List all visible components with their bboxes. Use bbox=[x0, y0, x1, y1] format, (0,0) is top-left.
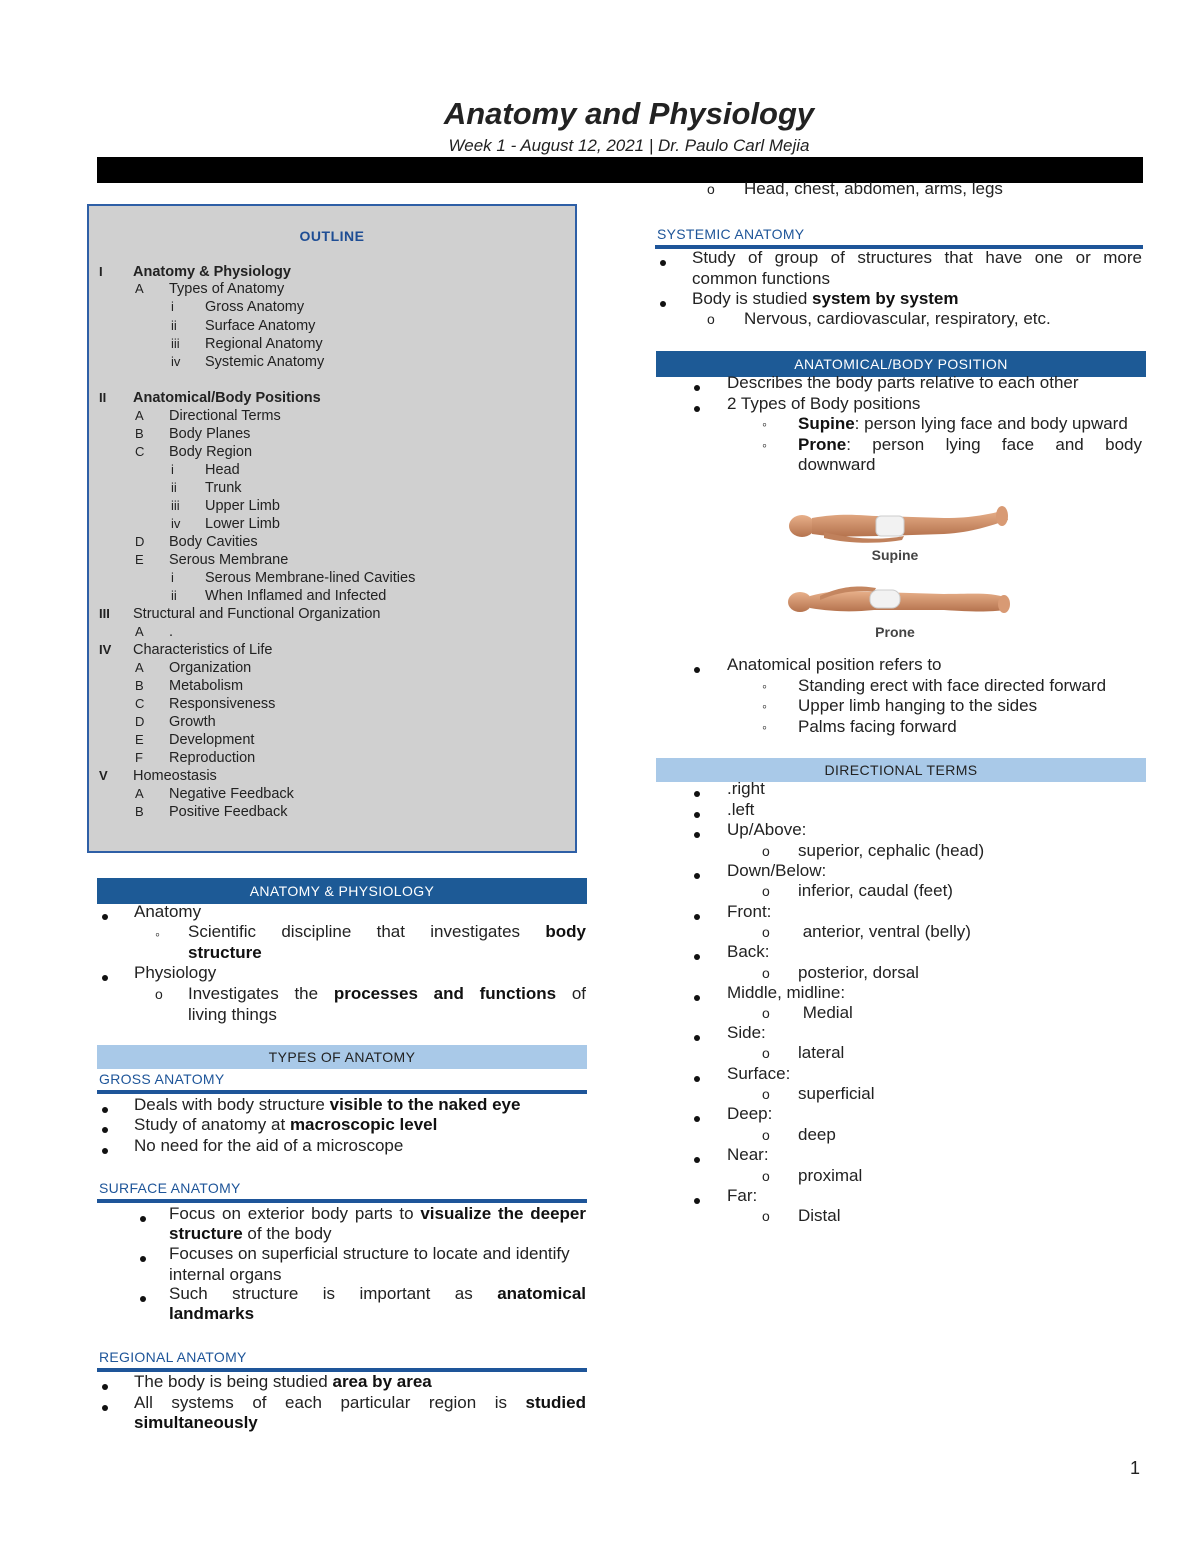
circle-bullet-icon: o bbox=[762, 1127, 770, 1143]
directional-term-meaning: lateral bbox=[798, 1043, 845, 1062]
circle-bullet-icon: ◦ bbox=[762, 719, 767, 735]
regional-point-1: The body is being studied area by area bbox=[134, 1372, 432, 1391]
outline-item-number: C bbox=[135, 444, 145, 459]
bullet-icon bbox=[102, 1127, 108, 1133]
bullet-icon bbox=[102, 1384, 108, 1390]
document-title: Anatomy and Physiology bbox=[443, 96, 815, 131]
systemic-point-1-cont: common functions bbox=[692, 269, 830, 288]
directional-term: Deep: bbox=[727, 1104, 773, 1123]
circle-bullet-icon: ◦ bbox=[155, 926, 160, 942]
outline-item-number: B bbox=[135, 678, 144, 693]
directional-term: Far: bbox=[727, 1186, 758, 1205]
outline-item-number: iii bbox=[171, 498, 180, 513]
outline-item-number: E bbox=[135, 732, 144, 747]
outline-item bbox=[89, 318, 575, 336]
anatomical-position-1: Standing erect with face directed forward bbox=[798, 676, 1107, 695]
directional-term: Up/Above: bbox=[727, 820, 807, 839]
outline-item-number: A bbox=[135, 660, 144, 675]
outline-item bbox=[89, 444, 575, 462]
subheading-rule bbox=[97, 1199, 587, 1203]
circle-bullet-icon: o bbox=[762, 1045, 770, 1061]
subheading-regional-anatomy: REGIONAL ANATOMY bbox=[99, 1349, 247, 1365]
outline-item bbox=[89, 390, 575, 408]
surface-point-2: Focuses on superficial structure to locate and identify bbox=[169, 1244, 570, 1263]
circle-bullet-icon: o bbox=[707, 181, 715, 197]
anatomy-definition: Scientific discipline that investigates body bbox=[188, 922, 586, 941]
outline-item bbox=[89, 462, 575, 480]
outline-item bbox=[89, 660, 575, 678]
outline-item-text: Reproduction bbox=[169, 750, 256, 766]
outline-item-number: A bbox=[135, 408, 144, 423]
outline-item-number: D bbox=[135, 714, 145, 729]
gross-point-2: Study of anatomy at macroscopic level bbox=[134, 1115, 438, 1134]
outline-item bbox=[89, 642, 575, 660]
circle-bullet-icon: ◦ bbox=[762, 678, 767, 694]
directional-term: .left bbox=[727, 800, 755, 819]
circle-bullet-icon: o bbox=[762, 843, 770, 859]
outline-item-number: I bbox=[99, 264, 103, 279]
directional-term-meaning: Medial bbox=[798, 1003, 853, 1022]
bullet-icon bbox=[102, 975, 108, 981]
systemic-point-2: Body is studied system by system bbox=[692, 289, 959, 308]
outline-heading: OUTLINE bbox=[299, 228, 365, 244]
outline-item bbox=[89, 516, 575, 534]
outline-item-text: Characteristics of Life bbox=[133, 642, 273, 658]
supine-body-illustration bbox=[789, 506, 1008, 543]
outline-item-text: Trunk bbox=[205, 480, 242, 496]
outline-item bbox=[89, 624, 575, 642]
outline-item-text: Negative Feedback bbox=[169, 786, 294, 802]
bullet-icon bbox=[694, 995, 700, 1001]
circle-bullet-icon: ◦ bbox=[762, 698, 767, 714]
outline-item-number: iii bbox=[171, 336, 180, 351]
circle-bullet-icon: ◦ bbox=[762, 416, 767, 432]
outline-item bbox=[89, 786, 575, 804]
bullet-icon bbox=[140, 1256, 146, 1262]
supine-definition: Supine: person lying face and body upward bbox=[798, 414, 1128, 433]
surface-point-3-cont: landmarks bbox=[169, 1304, 255, 1323]
outline-item-number: B bbox=[135, 426, 144, 441]
outline-item-text: Gross Anatomy bbox=[205, 299, 305, 315]
systemic-point-3: Nervous, cardiovascular, respiratory, etc. bbox=[744, 309, 1051, 328]
subheading-rule bbox=[97, 1090, 587, 1094]
surface-point-2-cont: internal organs bbox=[169, 1265, 282, 1284]
bullet-icon bbox=[694, 667, 700, 673]
directional-term-meaning: inferior, caudal (feet) bbox=[798, 881, 953, 900]
bullet-icon bbox=[694, 1116, 700, 1122]
section-bar-body-position: ANATOMICAL/BODY POSITION bbox=[656, 351, 1146, 377]
outline-item-number: E bbox=[135, 552, 144, 567]
section-bar-anatomy-physiology: ANATOMY & PHYSIOLOGY bbox=[97, 878, 587, 904]
outline-item-text: Body Planes bbox=[169, 426, 251, 442]
outline-item bbox=[89, 552, 575, 570]
outline-item bbox=[89, 480, 575, 498]
directional-term-meaning: superior, cephalic (head) bbox=[798, 841, 985, 860]
circle-bullet-icon: o bbox=[155, 986, 163, 1002]
outline-item-number: ii bbox=[171, 588, 177, 603]
position-point-1: Describes the body parts relative to each other bbox=[727, 373, 1079, 392]
outline-item bbox=[89, 281, 575, 299]
document-subtitle: Week 1 - August 12, 2021 | Dr. Paulo Carl Mejia bbox=[448, 136, 810, 155]
gross-point-3: No need for the aid of a microscope bbox=[134, 1136, 404, 1155]
term-physiology: Physiology bbox=[134, 963, 217, 982]
directional-term: Near: bbox=[727, 1145, 769, 1164]
outline-item-text: Head bbox=[205, 462, 240, 478]
physiology-definition-cont: living things bbox=[188, 1005, 277, 1024]
bullet-icon bbox=[694, 406, 700, 412]
outline-item bbox=[89, 768, 575, 786]
position-point-2: 2 Types of Body positions bbox=[727, 394, 921, 413]
bullet-icon bbox=[694, 1157, 700, 1163]
outline-item-number: IV bbox=[99, 642, 112, 657]
directional-term: Middle, midline: bbox=[727, 983, 846, 1002]
bullet-icon bbox=[140, 1216, 146, 1222]
outline-item-text: Surface Anatomy bbox=[205, 318, 316, 334]
prone-body-illustration bbox=[788, 586, 1010, 613]
directional-term-meaning: deep bbox=[798, 1125, 836, 1144]
bullet-icon bbox=[694, 385, 700, 391]
outline-item bbox=[89, 498, 575, 516]
circle-bullet-icon: o bbox=[762, 924, 770, 940]
outline-item-text: Serous Membrane-lined Cavities bbox=[205, 570, 416, 586]
outline-item-number: iv bbox=[171, 516, 181, 531]
outline-item-number: V bbox=[99, 768, 108, 783]
outline-item bbox=[89, 426, 575, 444]
subheading-gross-anatomy: GROSS ANATOMY bbox=[99, 1071, 225, 1087]
outline-item bbox=[89, 588, 575, 606]
outline-item-number: B bbox=[135, 804, 144, 819]
bullet-icon bbox=[102, 1107, 108, 1113]
outline-item-number: A bbox=[135, 786, 144, 801]
bullet-icon bbox=[694, 1035, 700, 1041]
outline-item-text: Types of Anatomy bbox=[169, 281, 285, 297]
bullet-icon bbox=[694, 1076, 700, 1082]
outline-item-text: . bbox=[169, 624, 174, 640]
outline-item bbox=[89, 696, 575, 714]
circle-bullet-icon: o bbox=[762, 883, 770, 899]
outline-item-text: Regional Anatomy bbox=[205, 336, 323, 352]
outline-item-text: Organization bbox=[169, 660, 252, 676]
outline-item-text: Structural and Functional Organization bbox=[133, 606, 381, 622]
circle-bullet-icon: ◦ bbox=[762, 437, 767, 453]
subheading-systemic-anatomy: SYSTEMIC ANATOMY bbox=[657, 226, 805, 242]
directional-term-meaning: posterior, dorsal bbox=[798, 963, 919, 982]
outline-item-text: Metabolism bbox=[169, 678, 244, 694]
bullet-icon bbox=[694, 812, 700, 818]
bullet-icon bbox=[102, 1405, 108, 1411]
prone-definition: Prone: person lying face and body bbox=[798, 435, 1142, 454]
outline-box bbox=[87, 204, 577, 853]
surface-point-3: Such structure is important as anatomical bbox=[169, 1284, 586, 1303]
outline-item bbox=[89, 750, 575, 768]
outline-item-text: Body Region bbox=[169, 444, 253, 460]
surface-point-1-cont: structure of the body bbox=[169, 1224, 332, 1243]
outline-item-number: i bbox=[171, 299, 174, 314]
bullet-icon bbox=[694, 914, 700, 920]
section-bar-types-of-anatomy: TYPES OF ANATOMY bbox=[97, 1045, 587, 1069]
outline-item-text: Serous Membrane bbox=[169, 552, 289, 568]
outline-item-number: D bbox=[135, 534, 145, 549]
bullet-icon bbox=[694, 1198, 700, 1204]
bullet-icon bbox=[140, 1296, 146, 1302]
outline-item-text: Anatomical/Body Positions bbox=[133, 390, 321, 406]
physiology-definition: Investigates the processes and functions of bbox=[188, 984, 587, 1003]
regional-point-2-cont: simultaneously bbox=[134, 1413, 258, 1432]
outline-item-number: ii bbox=[171, 318, 177, 333]
outline-item-number: ii bbox=[171, 480, 177, 495]
directional-term-meaning: superficial bbox=[798, 1084, 875, 1103]
outline-item-number: F bbox=[135, 750, 143, 765]
outline-item-number: i bbox=[171, 462, 174, 477]
outline-item bbox=[89, 804, 575, 822]
directional-term: Down/Below: bbox=[727, 861, 827, 880]
directional-term: Front: bbox=[727, 902, 772, 921]
circle-bullet-icon: o bbox=[762, 1168, 770, 1184]
outline-item bbox=[89, 336, 575, 354]
directional-term-meaning: proximal bbox=[798, 1166, 863, 1185]
outline-item-text: Homeostasis bbox=[133, 768, 217, 784]
figure-label-prone: Prone bbox=[875, 624, 915, 640]
outline-item bbox=[89, 534, 575, 552]
outline-item-text: Positive Feedback bbox=[169, 804, 288, 820]
outline-item-text: Development bbox=[169, 732, 255, 748]
term-anatomy: Anatomy bbox=[134, 902, 202, 921]
outline-item bbox=[89, 678, 575, 696]
outline-item-text: Responsiveness bbox=[169, 696, 276, 712]
directional-term-meaning: Distal bbox=[798, 1206, 841, 1225]
outline-item-number: II bbox=[99, 390, 107, 405]
outline-item bbox=[89, 570, 575, 588]
bullet-icon bbox=[694, 832, 700, 838]
circle-bullet-icon: o bbox=[762, 1208, 770, 1224]
outline-item-number: iv bbox=[171, 354, 181, 369]
outline-item-text: Directional Terms bbox=[169, 408, 281, 424]
outline-item bbox=[89, 264, 575, 282]
anatomy-definition-cont: structure bbox=[188, 943, 262, 962]
circle-bullet-icon: o bbox=[762, 965, 770, 981]
systemic-point-1: Study of group of structures that have one or more bbox=[692, 248, 1142, 267]
directional-term: Surface: bbox=[727, 1064, 791, 1083]
outline-item-text: When Inflamed and Infected bbox=[205, 588, 387, 604]
circle-bullet-icon: o bbox=[707, 311, 715, 327]
outline-item bbox=[89, 299, 575, 317]
circle-bullet-icon: o bbox=[762, 1005, 770, 1021]
gross-point-1: Deals with body structure visible to the naked eye bbox=[134, 1095, 521, 1114]
prone-definition-cont: downward bbox=[798, 455, 876, 474]
outline-item-text: Body Cavities bbox=[169, 534, 258, 550]
bullet-icon bbox=[694, 791, 700, 797]
bullet-icon bbox=[694, 873, 700, 879]
outline-item bbox=[89, 714, 575, 732]
directional-term-meaning: anterior, ventral (belly) bbox=[798, 922, 971, 941]
directional-term: .right bbox=[727, 779, 765, 798]
bullet-icon bbox=[660, 301, 666, 307]
outline-item-number: C bbox=[135, 696, 145, 711]
outline-item-text: Anatomy & Physiology bbox=[133, 264, 291, 280]
outline-item-text: Upper Limb bbox=[205, 498, 280, 514]
surface-point-1: Focus on exterior body parts to visualize the deeper bbox=[169, 1204, 586, 1223]
outline-item bbox=[89, 606, 575, 624]
page-number: 1 bbox=[1130, 1458, 1141, 1478]
outline-item-number: A bbox=[135, 624, 144, 639]
outline-item-number: A bbox=[135, 281, 144, 296]
subheading-surface-anatomy: SURFACE ANATOMY bbox=[99, 1180, 241, 1196]
outline-item-number: III bbox=[99, 606, 110, 621]
anatomical-position-2: Upper limb hanging to the sides bbox=[798, 696, 1038, 715]
figure-label-supine: Supine bbox=[871, 547, 919, 563]
bullet-icon bbox=[694, 954, 700, 960]
outline-item-text: Systemic Anatomy bbox=[205, 354, 325, 370]
anatomical-position-3: Palms facing forward bbox=[798, 717, 957, 736]
section-bar-directional-terms: DIRECTIONAL TERMS bbox=[656, 758, 1146, 782]
bullet-icon bbox=[102, 914, 108, 920]
outline-item bbox=[89, 408, 575, 426]
anatomical-position-point: Anatomical position refers to bbox=[727, 655, 942, 674]
outline-item-text: Growth bbox=[169, 714, 216, 730]
directional-term: Side: bbox=[727, 1023, 766, 1042]
bullet-icon bbox=[102, 1148, 108, 1154]
outline-item bbox=[89, 354, 575, 372]
circle-bullet-icon: o bbox=[762, 1086, 770, 1102]
outline-item bbox=[89, 732, 575, 750]
bullet-icon bbox=[660, 260, 666, 266]
body-parts-line: Head, chest, abdomen, arms, legs bbox=[744, 179, 1003, 198]
regional-point-2: All systems of each particular region is studied bbox=[134, 1393, 586, 1412]
outline-item-number: i bbox=[171, 570, 174, 585]
directional-term: Back: bbox=[727, 942, 770, 961]
outline-item-text: Lower Limb bbox=[205, 516, 280, 532]
